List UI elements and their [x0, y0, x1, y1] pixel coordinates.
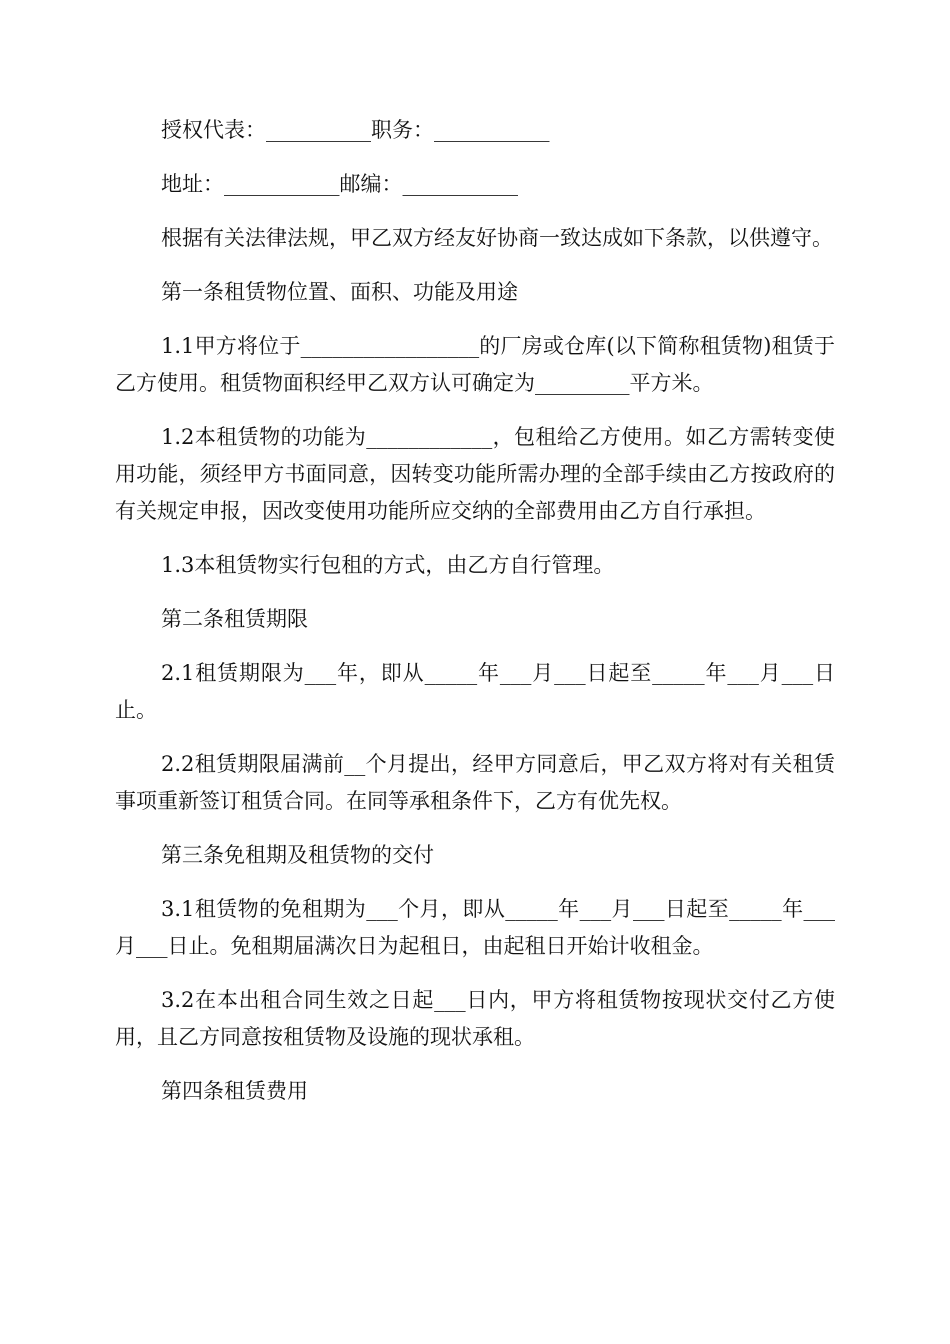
agreement-intro: 根据有关法律法规，甲乙双方经友好协商一致达成如下条款，以供遵守。	[161, 226, 833, 250]
authorized-representative-line: 授权代表：__________职务：___________	[161, 118, 550, 142]
clause-3-2: 3.2在本出租合同生效之日起___日内，甲方将租赁物按现状交付乙方使用，且乙方同意按租赁物及设施的现状承租。	[115, 988, 835, 1049]
article-3-heading: 第三条免租期及租赁物的交付	[161, 843, 434, 867]
clause-1-1: 1.1甲方将位于_________________的厂房或仓库(以下简称租赁物)租赁于乙方使用。租赁物面积经甲乙双方认可确定为_________平方米。	[115, 334, 835, 395]
clause-2-1: 2.1租赁期限为___年，即从_____年___月___日起至_____年___月___日止。	[115, 661, 835, 722]
clause-1-3: 1.3本租赁物实行包租的方式，由乙方自行管理。	[161, 553, 615, 577]
clause-3-1: 3.1租赁物的免租期为___个月，即从_____年___月___日起至_____年___月___日止。免租期届满次日为起租日，由起租日开始计收租金。	[115, 897, 835, 958]
clause-2-2: 2.2租赁期限届满前__个月提出，经甲方同意后，甲乙双方将对有关租赁事项重新签订租赁合同。在同等承租条件下，乙方有优先权。	[115, 752, 835, 813]
clause-1-2: 1.2本租赁物的功能为____________，包租给乙方使用。如乙方需转变使用功能，须经甲方书面同意，因转变功能所需办理的全部手续由乙方按政府的有关规定申报，因改变使用功能所应交纳的全部费用由乙方自行承担。	[115, 425, 835, 523]
address-line: 地址：___________邮编：___________	[161, 172, 518, 196]
document-page	[115, 112, 835, 1110]
article-4-heading: 第四条租赁费用	[161, 1079, 308, 1103]
article-2-heading: 第二条租赁期限	[161, 607, 308, 631]
article-1-heading: 第一条租赁物位置、面积、功能及用途	[161, 280, 518, 304]
